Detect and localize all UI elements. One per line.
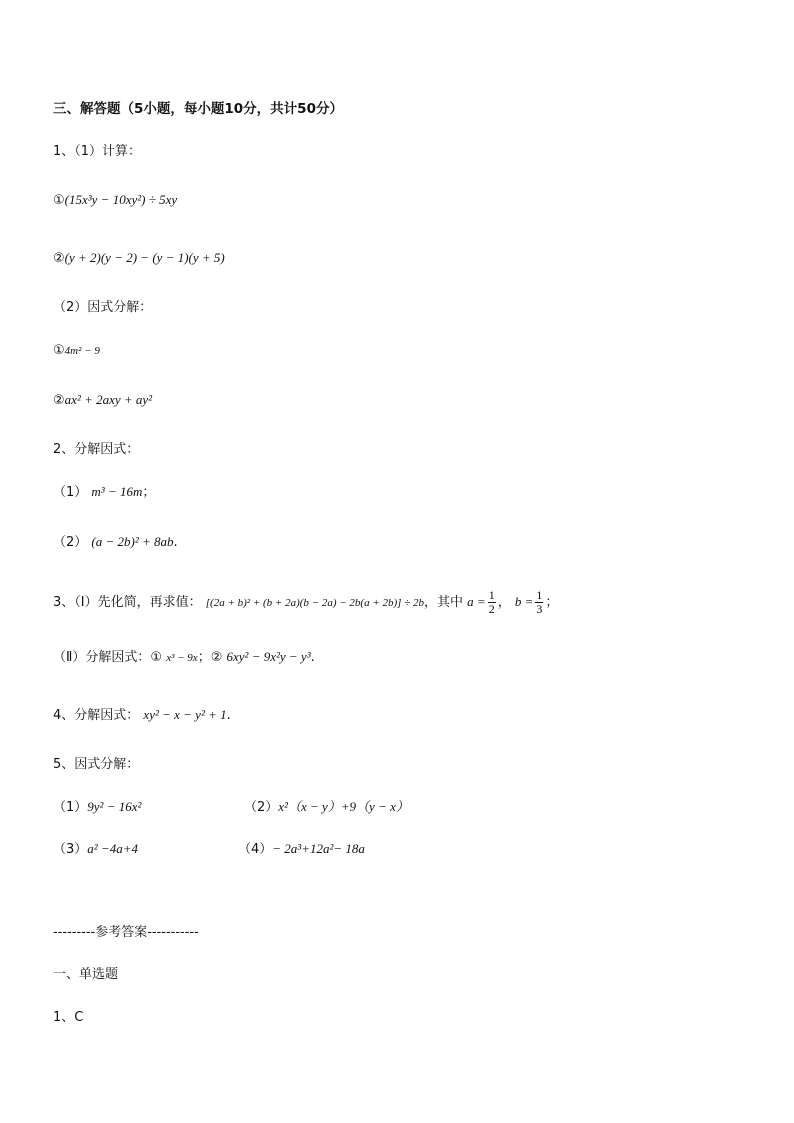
q3-part-2-expression-1: x³ − 9x (166, 652, 198, 664)
q3-b-fraction (535, 589, 543, 616)
q3-expression: [(2a + b)² + (b + 2a)(b − 2a) − 2b(a + 2b)] ÷ 2b (205, 597, 424, 609)
q4-tail: . (226, 708, 231, 723)
q3-part-2-label: （Ⅱ）分解因式：① (53, 650, 163, 665)
q3-b-equals: b = (514, 594, 534, 609)
q2-part-1-tail: ； (142, 485, 156, 500)
q1-factor-1 (53, 342, 100, 360)
q5-part-1 (53, 798, 141, 817)
question-1-label: 1、（1）计算： (53, 144, 142, 159)
q3-a-fraction (488, 589, 496, 616)
q1-calc-1 (53, 191, 177, 210)
q5-part-4-label: （4） (238, 842, 273, 857)
q5-part-3 (53, 840, 138, 859)
q1-part-2-label: （2）因式分解： (53, 300, 153, 315)
q5-part-3-label: （3） (53, 842, 88, 857)
question-4 (53, 706, 231, 725)
q3-a-equals: a = (467, 594, 486, 609)
question-2-label: 2、分解因式： (53, 442, 140, 457)
q5-part-1-label: （1） (53, 800, 88, 815)
q3-part-2-tail: . (310, 650, 315, 665)
q3-separator: ， (497, 595, 511, 610)
q5-part-4 (238, 840, 365, 859)
circle-two-marker: ② (53, 251, 65, 266)
q2-part-2-tail: . (173, 535, 178, 550)
q2-part-2 (53, 533, 178, 552)
q5-part-2 (244, 798, 409, 817)
q2-part-2-label: （2） (53, 535, 88, 550)
answer-section-heading: 一、单选题 (53, 967, 119, 982)
q1-calc-1-expression: (15x³y − 10xy²) ÷ 5xy (64, 192, 178, 207)
answer-item-1: 1、C (53, 1010, 84, 1025)
q3-tail: ； (545, 595, 559, 610)
q3-part-1 (53, 589, 558, 616)
q5-part-3-expression: a² −4a+4 (87, 841, 138, 856)
q4-expression: xy² − x − y² + 1 (143, 707, 227, 722)
q5-part-2-label: （2） (244, 800, 279, 815)
q3-part-2-mid: ；② (197, 650, 223, 665)
q1-factor-2-expression: ax² + 2axy + ay² (64, 392, 153, 407)
q5-part-2-expression: x²（x − y）+9（y − x） (278, 799, 409, 814)
q1-calc-2 (53, 249, 225, 268)
answer-divider: ---------参考答案----------- (53, 925, 199, 940)
q3-b-numerator: 1 (536, 588, 543, 602)
q1-factor-2 (53, 391, 152, 410)
question-5-label: 5、因式分解： (53, 757, 140, 772)
q3-part-2-expression-2: 6xy² − 9x²y − y³ (226, 649, 311, 664)
q2-part-2-expression: (a − 2b)² + 8ab (91, 534, 174, 549)
q5-part-4-expression: − 2a³+12a²− 18a (272, 841, 365, 856)
circle-one-marker: ① (53, 343, 65, 358)
question-4-label: 4、分解因式： (53, 708, 140, 723)
q3-b-denominator: 3 (536, 602, 543, 616)
q2-part-1-expression: m³ − 16m (91, 484, 143, 499)
q2-part-1-label: （1） (53, 485, 88, 500)
circle-two-marker: ② (53, 393, 65, 408)
q3-a-numerator: 1 (488, 588, 495, 602)
q5-part-1-expression: 9y² − 16x² (87, 799, 142, 814)
circle-one-marker: ① (53, 193, 65, 208)
section-heading: 三、解答题（5小题，每小题10分，共计50分） (53, 101, 343, 117)
q3-part-2 (53, 648, 315, 667)
q3-where: ，其中 (424, 595, 464, 610)
q2-part-1 (53, 483, 155, 502)
question-3-label: 3、（Ⅰ）先化简，再求值： (53, 595, 202, 610)
q1-factor-1-expression: 4m² − 9 (64, 345, 100, 357)
q1-calc-2-expression: (y + 2)(y − 2) − (y − 1)(y + 5) (64, 250, 225, 265)
q3-a-denominator: 2 (488, 602, 495, 616)
